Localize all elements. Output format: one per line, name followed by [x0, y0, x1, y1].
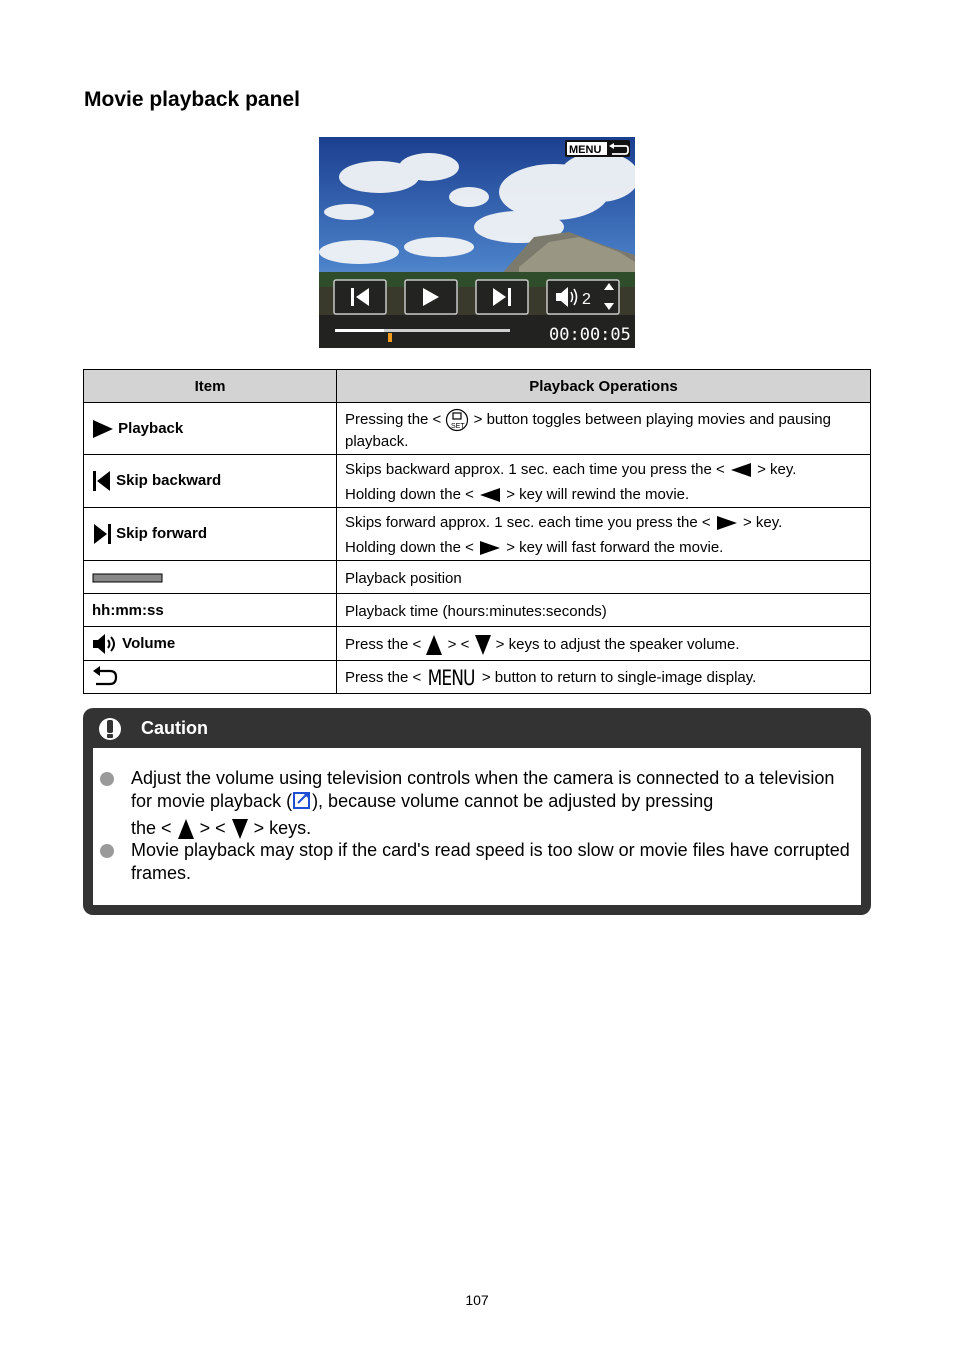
playback-position-marker — [388, 333, 392, 342]
left-key-icon — [729, 462, 753, 478]
bullet-icon — [100, 844, 114, 858]
right-key-icon — [715, 515, 739, 531]
link-icon[interactable] — [292, 790, 312, 810]
set-button-icon — [445, 408, 469, 432]
skip-backward-icon — [92, 470, 112, 492]
column-header-operations: Playback Operations — [337, 370, 871, 403]
list-item: Adjust the volume using television controls when the camera is connected to a television for movie playback ( ), because volume cannot be adjusted by pressing the < > < > keys. — [131, 767, 851, 840]
svg-text:2: 2 — [582, 291, 591, 308]
play-icon — [92, 419, 114, 439]
down-key-icon — [231, 818, 249, 840]
caution-title: Caution — [141, 718, 208, 738]
table-row: Playback Pressing the < SET > button toggles between playing movies and pausing playback. — [84, 403, 871, 455]
table-row: Playback position — [84, 561, 871, 594]
menu-return-icon[interactable] — [565, 140, 630, 157]
left-key-icon — [478, 487, 502, 503]
return-icon — [92, 666, 118, 688]
movie-playback-screen — [319, 137, 635, 348]
skip-forward-icon — [92, 523, 112, 545]
menu-button-label: MENU — [428, 665, 476, 690]
up-key-icon — [425, 634, 443, 656]
svg-text:MENU: MENU — [569, 144, 602, 156]
caution-icon — [97, 717, 123, 741]
playback-operations-table — [83, 369, 871, 694]
down-key-icon — [474, 634, 492, 656]
playback-time: 00:00:05 — [549, 325, 631, 345]
page-title: Movie playback panel — [84, 88, 300, 111]
table-row: hh:mm:ss Playback time (hours:minutes:seconds) — [84, 594, 871, 627]
caution-box — [83, 708, 871, 915]
column-header-item: Item — [84, 370, 337, 403]
bullet-icon — [100, 772, 114, 786]
skip-backward-icon — [351, 288, 354, 306]
page-number: 107 — [465, 1292, 489, 1308]
right-key-icon — [478, 540, 502, 556]
table-row: Skip backward Skips backward approx. 1 sec. each time you press the < > key. Holding down the < > key will rewind the movie. — [84, 455, 871, 508]
playback-position-bar-icon — [92, 572, 164, 584]
list-item: Movie playback may stop if the card's read speed is too slow or movie files have corrupted frames. — [131, 840, 850, 883]
table-row: Volume Press the < > < > keys to adjust the speaker volume. — [84, 627, 871, 661]
svg-text:SET: SET — [451, 423, 466, 430]
table-row: Press the < MENU > button to return to single-image display. — [84, 661, 871, 694]
table-row: Skip forward Skips forward approx. 1 sec. each time you press the < > key. Holding down the < > key will fast forward the movie. — [84, 508, 871, 561]
up-key-icon — [177, 818, 195, 840]
speaker-icon — [92, 633, 118, 655]
caution-body — [93, 748, 861, 905]
